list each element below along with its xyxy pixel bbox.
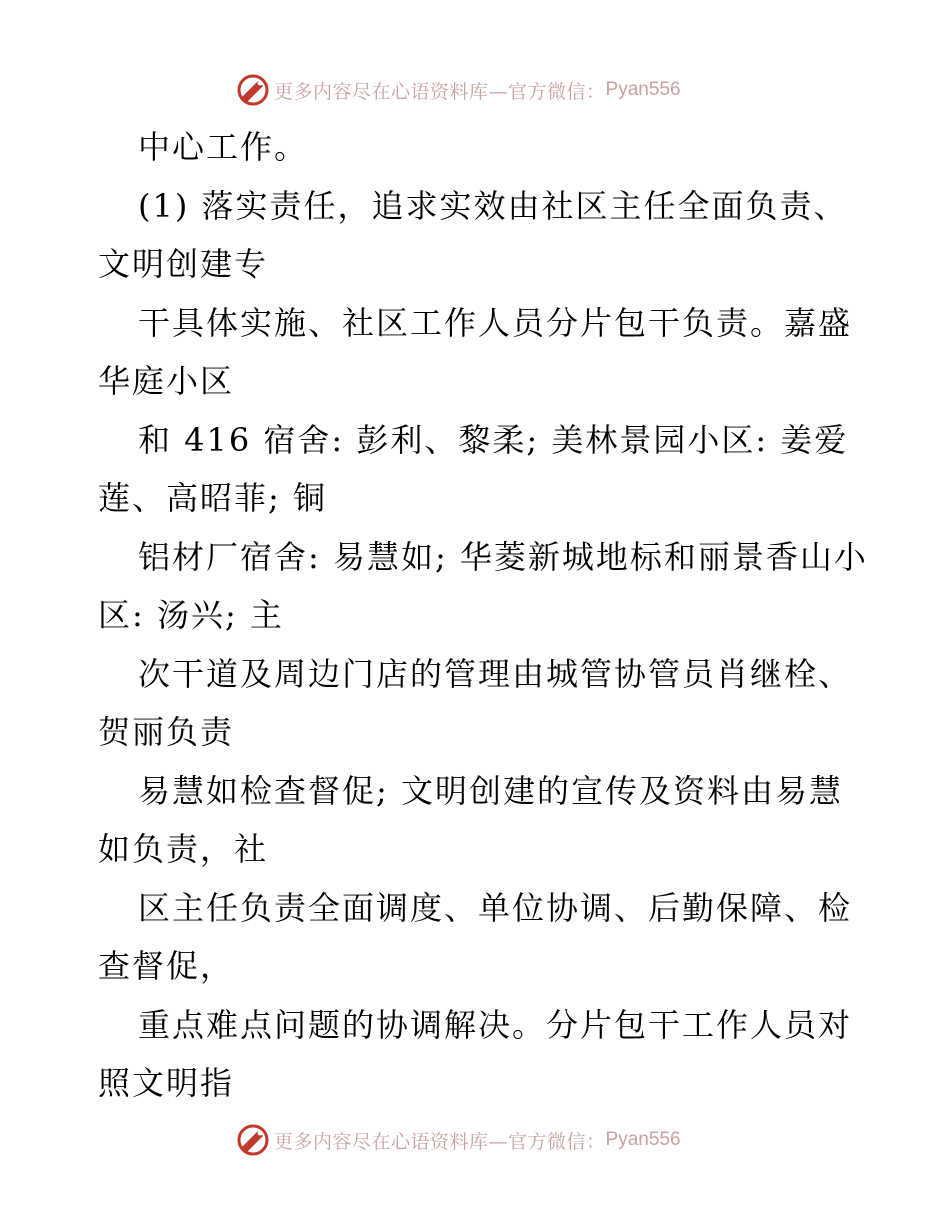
text-line: 铝材厂宿舍: 易慧如; 华菱新城地标和丽景香山小: [138, 537, 868, 576]
header-watermark: [236, 72, 681, 108]
text-line: 中心工作。: [138, 128, 309, 166]
text-line: 干具体实施、社区工作人员分片包干负责。嘉盛: [138, 303, 853, 342]
document-body: [98, 118, 868, 1113]
text-line: 文明创建专: [98, 245, 269, 283]
footer-watermark: [236, 1122, 681, 1158]
watermark-text: 更多内容尽在心语资料库—官方微信：: [274, 80, 606, 103]
watermark-wechat-id: Pyan556: [605, 79, 681, 100]
text-line: 和 416 宿舍: 彭利、黎柔; 美林景园小区: 姜爱: [138, 420, 849, 459]
text-line: 查督促，: [98, 947, 235, 985]
text-line: 区: 汤兴; 主: [98, 596, 284, 634]
text-line: 华庭小区: [98, 362, 235, 400]
text-line: 区主任负责全面调度、单位协调、后勤保障、检: [138, 888, 853, 927]
text-line: (1) 落实责任，追求实效由社区主任全面负责、: [138, 186, 848, 225]
text-line: 莲、高昭菲; 铜: [98, 479, 327, 517]
watermark-wechat-id: Pyan556: [605, 1129, 681, 1150]
text-line: 如负责，社: [98, 830, 269, 868]
text-line: 重点难点问题的协调解决。分片包干工作人员对: [138, 1005, 853, 1044]
watermark-text: 更多内容尽在心语资料库—官方微信：: [274, 1130, 606, 1153]
text-line: 易慧如检查督促; 文明创建的宣传及资料由易慧: [138, 771, 843, 810]
pen-logo-icon: [236, 73, 270, 107]
text-line: 照文明指: [98, 1064, 235, 1102]
text-line: 次干道及周边门店的管理由城管协管员肖继栓、: [138, 654, 853, 693]
pen-logo-icon: [236, 1123, 270, 1157]
text-line: 贺丽负责: [98, 713, 235, 751]
